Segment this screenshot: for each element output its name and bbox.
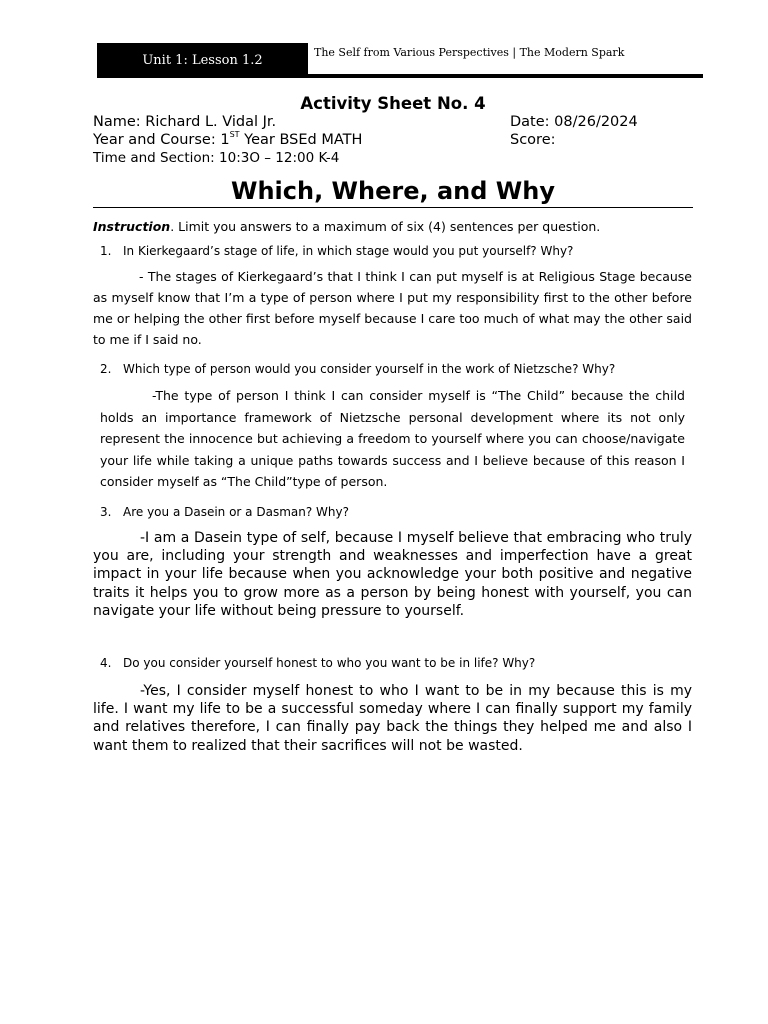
question-text: In Kierkegaard’s stage of life, in which stage would you put yourself? Why? (123, 244, 574, 258)
question-2 (100, 362, 615, 376)
question-number: 4. (100, 656, 112, 670)
year-ordinal: ST (229, 130, 240, 139)
question-text: Do you consider yourself honest to who you want to be in life? Why? (123, 656, 536, 670)
date-label: Date: (510, 114, 550, 130)
sheet-title: Activity Sheet No. 4 (300, 94, 486, 113)
date-line (510, 114, 638, 130)
answer-2: -The type of person I think I can consider myself is “The Child” because the child holds an importance framework of Nietzsche personal development where its not only represent the innocence but achieving a freedom to yourself where you can choose/navigate your life while taking a unique paths towards success and I believe because of this reason I consider myself as “The Child”type of person. (100, 388, 685, 489)
score-label: Score: (510, 132, 556, 148)
question-text: Are you a Dasein or a Dasman? Why? (123, 505, 349, 519)
year-course-line (93, 132, 362, 148)
question-number: 3. (100, 505, 112, 519)
date-value: 08/26/2024 (554, 114, 638, 130)
time-section-line (93, 150, 339, 166)
question-1 (100, 244, 573, 258)
score-line (510, 132, 556, 148)
question-number: 1. (100, 244, 112, 258)
main-title: Which, Where, and Why (230, 177, 555, 205)
question-number: 2. (100, 362, 112, 376)
lesson-header-block (97, 43, 308, 78)
title-rule (93, 207, 693, 208)
instruction-text: . Limit you answers to a maximum of six (4) sentences per question. (170, 219, 601, 234)
question-3 (100, 505, 349, 519)
year-course-value: Year BSEd MATH (244, 132, 363, 148)
answer-1: - The stages of Kierkegaard’s that I think I can put myself is at Religious Stage because as myself know that I’m a type of person where I put my responsibility first to the other before me or helping the other first before myself because I care too much of what may the other said to me if I said no. (93, 269, 692, 347)
year-number: 1 (220, 132, 230, 148)
answer-4: -Yes, I consider myself honest to who I want to be in my because this is my life. I want my life to be a successful someday where I can finally support my family and relatives therefore, I can finally pay back the things they helped me and also I want them to realized that their sacrifices will not be wasted. (93, 683, 692, 754)
answer-3: -I am a Dasein type of self, because I myself believe that embracing who truly you are, including your strength and weaknesses and imperfection have a great impact in your life because when you acknowledge your both positive and negative traits it helps you to grow more as a person by being honest with yourself, you can navigate your life without being pressure to yourself. (93, 530, 692, 619)
lesson-label: Unit 1: Lesson 1.2 (142, 53, 263, 68)
question-4 (100, 656, 535, 670)
question-text: Which type of person would you consider yourself in the work of Nietzsche? Why? (123, 362, 616, 376)
time-section-label: Time and Section: (93, 150, 215, 166)
course-title: The Self from Various Perspectives | The Modern Spark (314, 46, 625, 59)
student-name: Richard L. Vidal Jr. (145, 114, 277, 130)
header-rule (97, 74, 703, 78)
name-line (93, 114, 276, 130)
instruction-label: Instruction (93, 219, 171, 234)
instruction (93, 219, 600, 234)
year-course-label: Year and Course: (93, 132, 216, 148)
name-label: Name: (93, 114, 141, 130)
time-section-value: 10:3O – 12:00 K-4 (219, 150, 340, 166)
